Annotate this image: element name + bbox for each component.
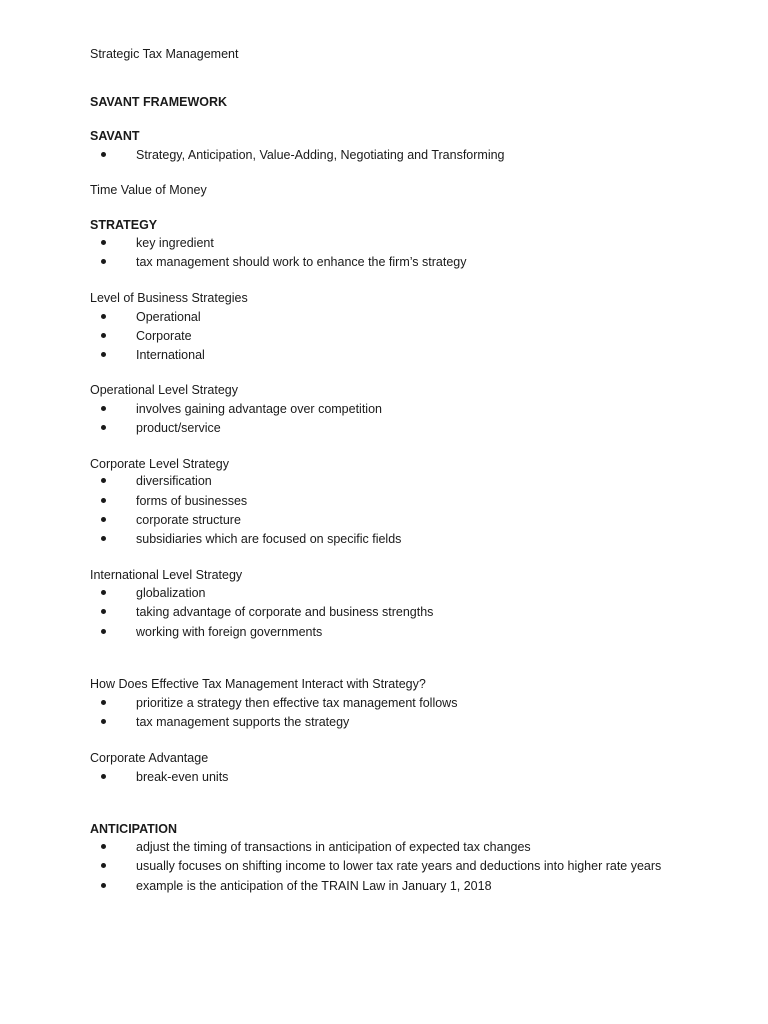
time-value-heading: Time Value of Money	[90, 183, 207, 197]
strategy-heading: STRATEGY	[90, 218, 158, 232]
list-item-text: globalization	[136, 586, 206, 600]
levels-heading: Level of Business Strategies	[90, 291, 248, 305]
bullet-icon	[101, 425, 106, 430]
list-item-text: diversification	[136, 474, 212, 488]
list-item-text: tax management should work to enhance the firm’s strategy	[136, 255, 467, 269]
list-item-text: product/service	[136, 421, 221, 435]
bullet-icon	[101, 406, 106, 411]
document-title: Strategic Tax Management	[90, 47, 239, 61]
corp-advantage-heading: Corporate Advantage	[90, 751, 209, 765]
bullet-icon	[101, 774, 106, 779]
bullet-icon	[101, 719, 106, 724]
bullet-icon	[101, 259, 106, 264]
list-item-text: break-even units	[136, 770, 229, 784]
bullet-icon	[101, 700, 106, 705]
bullet-icon	[101, 498, 106, 503]
bullet-icon	[101, 152, 106, 157]
corporate-heading: Corporate Level Strategy	[90, 457, 229, 471]
list-item-text: adjust the timing of transactions in anticipation of expected tax changes	[136, 840, 531, 854]
list-item-text: key ingredient	[136, 236, 214, 250]
bullet-icon	[101, 352, 106, 357]
bullet-icon	[101, 240, 106, 245]
bullet-icon	[101, 883, 106, 888]
anticipation-heading: ANTICIPATION	[90, 822, 178, 836]
operational-heading: Operational Level Strategy	[90, 383, 239, 397]
list-item-text: taking advantage of corporate and business strengths	[136, 605, 434, 619]
bullet-icon	[101, 314, 106, 319]
list-item-text: working with foreign governments	[136, 625, 323, 639]
list-item-text: example is the anticipation of the TRAIN Law in January 1, 2018	[136, 879, 492, 893]
list-item-text: prioritize a strategy then effective tax management follows	[136, 696, 458, 710]
bullet-icon	[101, 590, 106, 595]
international-heading: International Level Strategy	[90, 568, 243, 582]
list-item-text: tax management supports the strategy	[136, 715, 350, 729]
bullet-icon	[101, 517, 106, 522]
bullet-icon	[101, 478, 106, 483]
framework-heading: SAVANT FRAMEWORK	[90, 95, 228, 109]
bullet-icon	[101, 629, 106, 634]
list-item-text: Corporate	[136, 329, 192, 343]
list-item-text: International	[136, 348, 205, 362]
bullet-icon	[101, 844, 106, 849]
list-item-text: usually focuses on shifting income to lower tax rate years and deductions into higher rate years	[136, 859, 662, 873]
list-item-text: Operational	[136, 310, 201, 324]
list-item-text: Strategy, Anticipation, Value-Adding, Negotiating and Transforming	[136, 148, 505, 162]
bullet-icon	[101, 333, 106, 338]
bullet-icon	[101, 863, 106, 868]
list-item-text: involves gaining advantage over competition	[136, 402, 382, 416]
bullet-icon	[101, 609, 106, 614]
interact-heading: How Does Effective Tax Management Interact with Strategy?	[90, 677, 426, 691]
savant-heading: SAVANT	[90, 129, 140, 143]
list-item-text: corporate structure	[136, 513, 241, 527]
list-item-text: forms of businesses	[136, 494, 248, 508]
list-item-text: subsidiaries which are focused on specific fields	[136, 532, 402, 546]
bullet-icon	[101, 536, 106, 541]
